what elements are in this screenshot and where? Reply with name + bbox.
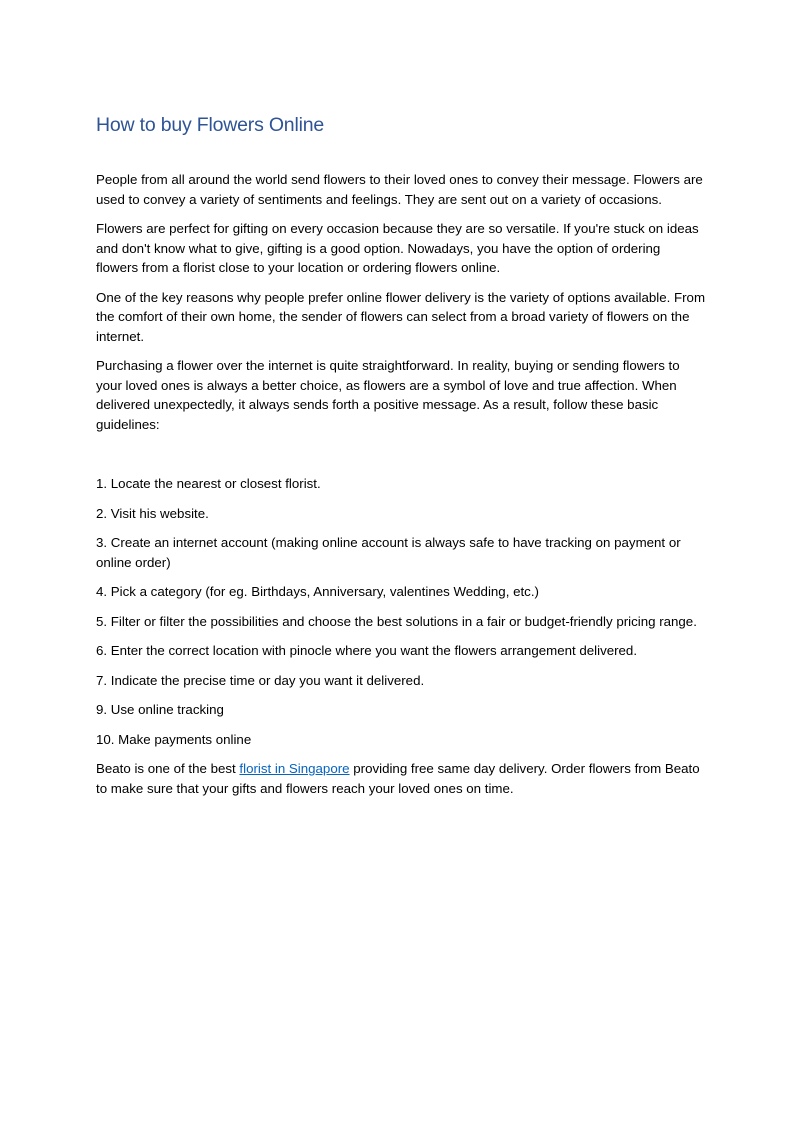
paragraph: One of the key reasons why people prefer online flower delivery is the variety of options available. From the comfort of their own home, the sender of flowers can select from a broad variety of flowers on the internet. xyxy=(96,289,706,344)
list-item: 9. Use online tracking xyxy=(96,702,224,717)
closing-text-after-link: providing free same day delivery. Order flowers from Beato to make sure that your gifts and flowers reach your loved ones on time. xyxy=(96,761,700,796)
list-item: 2. Visit his website. xyxy=(96,505,209,521)
list-item: 1. Locate the nearest or closest florist. xyxy=(96,476,321,491)
paragraph: Purchasing a flower over the internet is quite straightforward. In reality, buying or sending flowers to your loved ones is always a better choice, as flowers are a symbol of love and true affection. When delivered unexpectedly, it always sends forth a positive message. As a result, follow these basic guidelines: xyxy=(96,358,680,432)
florist-in-singapore-link[interactable]: florist in Singapore xyxy=(239,761,350,776)
paragraph: Flowers are perfect for gifting on every occasion because they are so versatile. If you're stuck on ideas and don't know what to give, gifting is a good option. Nowadays, you have the option of ordering flowers from a florist close to your location or ordering flowers online. xyxy=(96,221,699,275)
document-body xyxy=(96,170,706,808)
list-item: 5. Filter or filter the possibilities and choose the best solutions in a fair or budget-friendly pricing range. xyxy=(96,613,697,629)
list-item: 7. Indicate the precise time or day you want it delivered. xyxy=(96,672,425,688)
document-title: How to buy Flowers Online xyxy=(96,114,325,136)
paragraph: People from all around the world send flowers to their loved ones to convey their message. Flowers are used to convey a variety of sentiments and feelings. They are sent out on a variety of occasions. xyxy=(96,172,703,207)
list-item: 10. Make payments online xyxy=(96,731,252,747)
closing-paragraph xyxy=(96,759,706,798)
spacer xyxy=(96,444,706,474)
closing-text-before-link: Beato is one of the best xyxy=(96,761,240,776)
list-item: 6. Enter the correct location with pinocle where you want the flowers arrangement delivered. xyxy=(96,643,638,658)
list-item: 3. Create an internet account (making online account is always safe to have tracking on payment or online order) xyxy=(96,535,681,570)
list-item: 4. Pick a category (for eg. Birthdays, Anniversary, valentines Wedding, etc.) xyxy=(96,584,539,599)
